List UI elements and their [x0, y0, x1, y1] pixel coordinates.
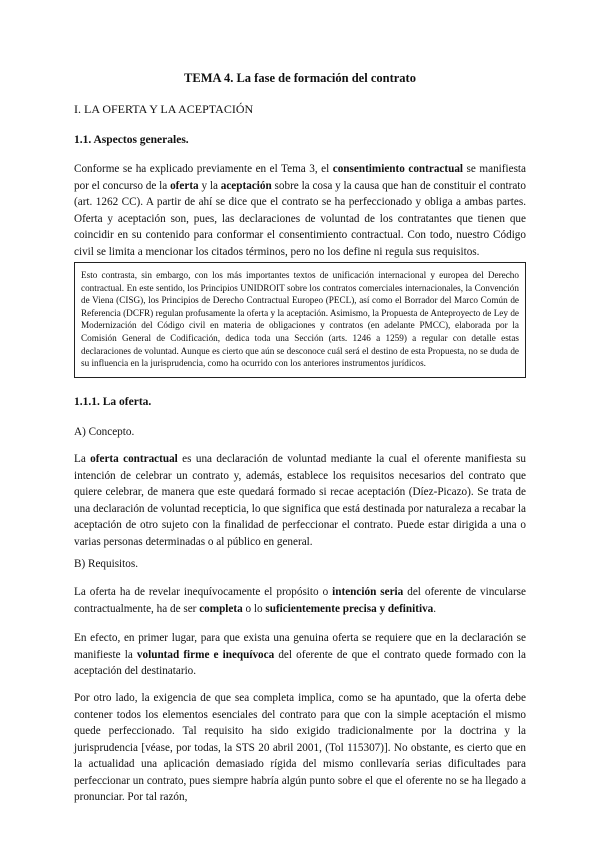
intro-bold-consentimiento: consentimiento contractual [332, 163, 464, 175]
req1-bold-completa: completa [199, 602, 243, 615]
requirements-paragraph-3: Por otro lado, la exigencia de que sea completa implica, como se ha apuntado, que la oferta debe contener todos los elementos esenciales del contrato para que con la simple aceptación el mismo quede perfeccionado. Tal requisito ha sido exigido tradicionalmente por la doctrina y la jurisprudencia [véase, por todas, la STS 20 abril 2001, (Tol 115307)]. No obstante, es cierto que en la actualidad una aplicación demasiado rígida del mismo conllevaría serias dificultades para perfeccionar un contrato, pues siempre habría algún punto sobre el que el oferente no se ha llegado a pronunciar. Por tal razón, [74, 692, 526, 803]
section-heading: I. LA OFERTA Y LA ACEPTACIÓN [74, 102, 254, 116]
intro-bold-aceptacion: aceptación [220, 179, 272, 192]
req2-text-1: En efecto, en primer lugar, para que exista una genuina oferta se requiere que en la declaración se manifieste la [74, 632, 526, 661]
concept-paragraph [74, 451, 526, 550]
subsection-heading: 1.1. Aspectos generales. [74, 134, 189, 146]
requirements-paragraph-2 [74, 630, 526, 680]
requirements-heading: B) Requisitos. [74, 558, 139, 570]
req2-text-2: del oferente de que el contrato quede formado con la aceptación del destinatario. [74, 648, 527, 677]
note-box-text: Esto contrasta, sin embargo, con los más importantes textos de unificación internacional y europea del Derecho contractual. En este sentido, los Principios UNIDROIT sobre los contratos comerciales internacionales, la Convención de Viena (CISG), los Principios de Derecho Contractual Europeo (PECL), así como el Borrador del Marco Común de Referencia (DCFR) regulan profusamente la oferta y la aceptación. Asimismo, la Propuesta de Anteproyecto de Ley de Modernización del Código civil en materia de obligaciones y contratos (en adelante PMCC), elaborada por la Comisión General de Codificación, dedica toda una Sección (arts. 1246 a 1259) a regular con detalle estas declaraciones de voluntad. Aunque es cierto que aún se desconoce cuál será el destino de esta Propuesta, no se duda de su influencia en la jurisprudencia, como ha ocurrido con los anteriores instrumentos jurídicos. [81, 270, 519, 369]
document-title: TEMA 4. La fase de formación del contrato [184, 71, 416, 85]
intro-text-2: se manifiesta por el concurso de la [74, 163, 526, 192]
concept-text-1: La [74, 453, 91, 465]
req1-bold-intencion-seria: intención seria [332, 586, 404, 598]
intro-text-3: y la [198, 179, 221, 192]
note-box [74, 262, 526, 378]
req1-text-3: o lo [242, 602, 266, 615]
req1-text-1: La oferta ha de revelar inequívocamente el propósito o [74, 586, 333, 598]
req1-text-2: del oferente de vincularse contractualmente, ha de ser [74, 586, 526, 615]
req2-bold-voluntad-firme: voluntad firme e inequívoca [136, 648, 275, 661]
req1-text-4: . [433, 602, 437, 615]
intro-bold-oferta: oferta [170, 179, 199, 192]
concept-heading: A) Concepto. [74, 426, 135, 438]
concept-bold-oferta-contractual: oferta contractual [90, 453, 178, 465]
intro-paragraph [74, 161, 526, 260]
intro-text-1: Conforme se ha explicado previamente en el Tema 3, el [74, 163, 333, 175]
offer-heading: 1.1.1. La oferta. [74, 396, 152, 408]
requirements-paragraph-1 [74, 584, 526, 617]
req1-bold-precisa-definitiva: suficientemente precisa y definitiva [265, 602, 434, 615]
concept-text-2: es una declaración de voluntad mediante la cual el oferente manifiesta su intención de celebrar un contrato y, además, establece los requisitos necesarios del contrato que quiere celebrar, de manera que este quedará formado si recae aceptación (Díez-Picazo). Se trata de una declaración de voluntad recepticia, lo que significa que está destinada por naturaleza a recabar la aceptación de otro sujeto con la finalidad de perfeccionar el contrato. Puede estar dirigida a una o varias personas determinadas o al público en general. [74, 453, 526, 548]
intro-text-4: sobre la cosa y la causa que han de constituir el contrato (art. 1262 CC). A partir de ahí se dice que el contrato se ha perfeccionado y obliga a ambas partes. Oferta y aceptación son, pues, las declaraciones de voluntad de los contratantes que tienen que coincidir en su contenido para conformar el consentimiento contractual. Con todo, nuestro Código civil se limita a mencionar los citados términos, pero no los define ni regula sus requisitos. [74, 179, 526, 258]
